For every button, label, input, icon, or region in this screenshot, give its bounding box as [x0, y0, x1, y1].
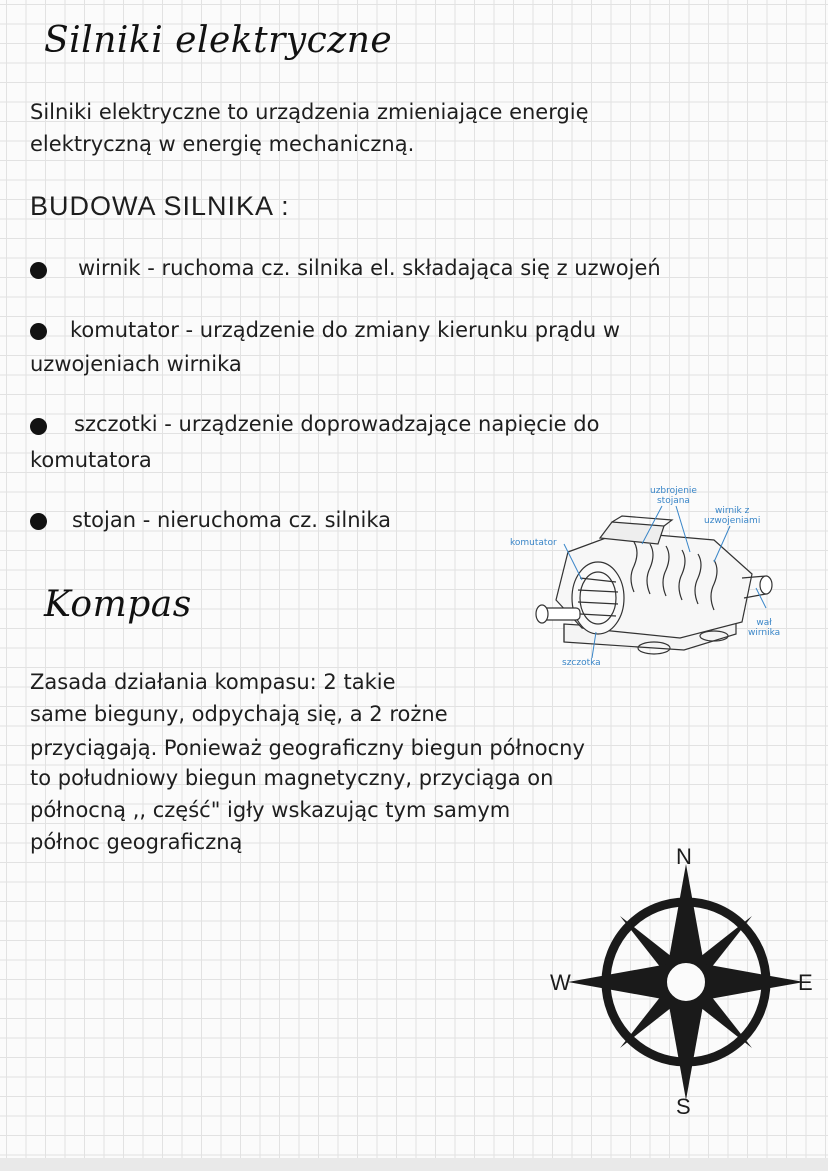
structure-heading: BUDOWA SILNIKA :: [30, 191, 290, 221]
heading-motors: Silniki elektryczne: [44, 20, 393, 61]
label-stator-winding-line-1: uzbrojenie: [650, 486, 697, 496]
bullet-dot-icon: [30, 323, 47, 340]
bullet-rotor: wirnik - ruchoma cz. silnika el. składająca się z uzwojeń: [78, 256, 661, 280]
label-rotor-line-2: uzwojeniami: [704, 516, 761, 526]
label-stator-winding: [650, 486, 697, 506]
intro-line-1: Silniki elektryczne to urządzenia zmieniające energię: [30, 100, 589, 124]
compass-rose: [548, 844, 818, 1120]
bullet-dot-icon: [30, 513, 47, 530]
compass-rose-icon: [548, 848, 818, 1120]
intro-line-2: elektryczną w energię mechaniczną.: [30, 132, 415, 156]
bullet-brushes-line-1: szczotki - urządzenie doprowadzające napięcie do: [74, 412, 600, 436]
compass-text-line-4: to południowy biegun magnetyczny, przyciąga on: [30, 766, 554, 790]
compass-text-line-6: północ geograficzną: [30, 830, 243, 854]
label-stator-winding-line-2: stojana: [656, 496, 690, 506]
heading-compass: Kompas: [44, 584, 192, 625]
label-shaft-line-1: wał: [756, 618, 772, 628]
motor-diagram: [504, 482, 800, 668]
label-shaft-line-2: wirnika: [748, 628, 781, 638]
compass-east-label: E: [798, 970, 813, 995]
bullet-dot-icon: [30, 262, 47, 279]
label-brush: szczotka: [562, 658, 601, 668]
label-shaft: [748, 618, 780, 638]
label-rotor-windings: [704, 506, 760, 526]
label-commutator: komutator: [510, 538, 557, 548]
compass-south-label: S: [676, 1094, 691, 1119]
bullet-dot-icon: [30, 418, 47, 435]
bullet-brushes-line-2: komutatora: [30, 448, 152, 472]
compass-text-line-2: same bieguny, odpychają się, a 2 rożne: [30, 702, 448, 726]
bullet-commutator-line-2: uzwojeniach wirnika: [30, 352, 242, 376]
bullet-stator: stojan - nieruchoma cz. silnika: [72, 508, 392, 532]
compass-text-line-3: przyciągają. Ponieważ geograficzny biegun północny: [30, 736, 585, 760]
bullet-commutator-line-1: komutator - urządzenie do zmiany kierunku prądu w: [70, 318, 621, 342]
compass-text-line-5: północną ,, część" igły wskazując tym samym: [30, 798, 511, 822]
compass-west-label: W: [550, 970, 571, 995]
label-rotor-line-1: wirnik z: [714, 506, 750, 516]
paper-bottom-edge: [0, 1158, 828, 1171]
compass-north-label: N: [676, 844, 692, 869]
compass-text-line-1: Zasada działania kompasu: 2 takie: [30, 670, 396, 694]
